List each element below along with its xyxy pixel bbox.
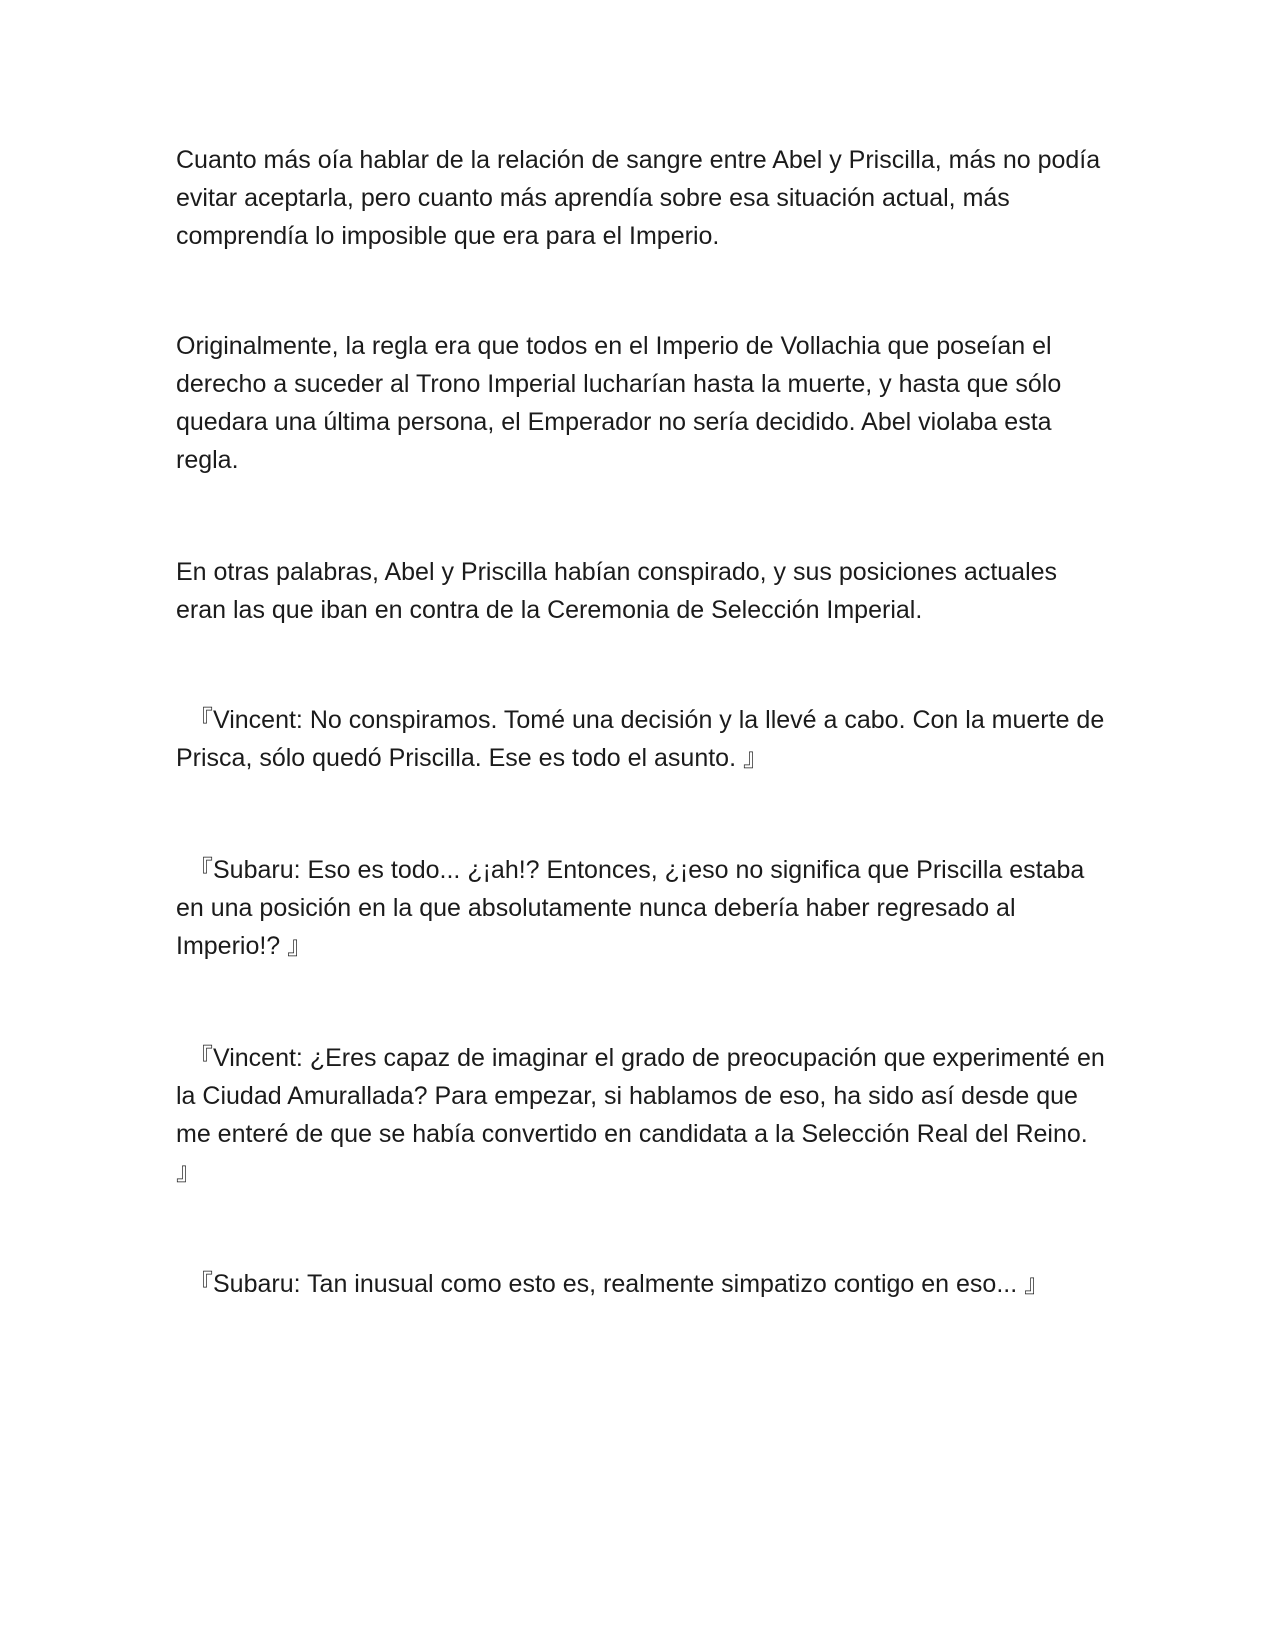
narration-paragraph: Originalmente, la regla era que todos en el Imperio de Vollachia que poseían el derecho a suceder al Trono Imperial lucharían hasta la muerte, y hasta que sólo quedara una última persona, el Emperador no sería decidido. Abel violaba esta regla. bbox=[176, 332, 1062, 474]
dialogue-paragraph: 『Subaru: Eso es todo... ¿¡ah!? Entonces, ¿¡eso no significa que Priscilla estaba en una posición en la que absolutamente nunca debería haber regresado al Imperio!? 』 bbox=[176, 856, 1085, 960]
dialogue-paragraph: 『Vincent: No conspiramos. Tomé una decisión y la llevé a cabo. Con la muerte de Prisca, sólo quedó Priscilla. Ese es todo el asunto. 』 bbox=[176, 706, 1105, 772]
narration-paragraph: Cuanto más oía hablar de la relación de sangre entre Abel y Priscilla, más no podía evitar aceptarla, pero cuanto más aprendía sobre esa situación actual, más comprendía lo imposible que era para el Imperio. bbox=[176, 146, 1101, 250]
document-body bbox=[176, 141, 1106, 1377]
dialogue-paragraph: 『Vincent: ¿Eres capaz de imaginar el grado de preocupación que experimenté en la Ciudad Amurallada? Para empezar, si hablamos de eso, ha sido así desde que me enteré de que se había convertido en candidata a la Selección Real del Reino. 』 bbox=[176, 1044, 1105, 1186]
narration-paragraph: En otras palabras, Abel y Priscilla habían conspirado, y sus posiciones actuales eran las que iban en contra de la Ceremonia de Selección Imperial. bbox=[176, 558, 1058, 624]
dialogue-paragraph: 『Subaru: Tan inusual como esto es, realmente simpatizo contigo en eso... 』 bbox=[188, 1270, 1050, 1298]
